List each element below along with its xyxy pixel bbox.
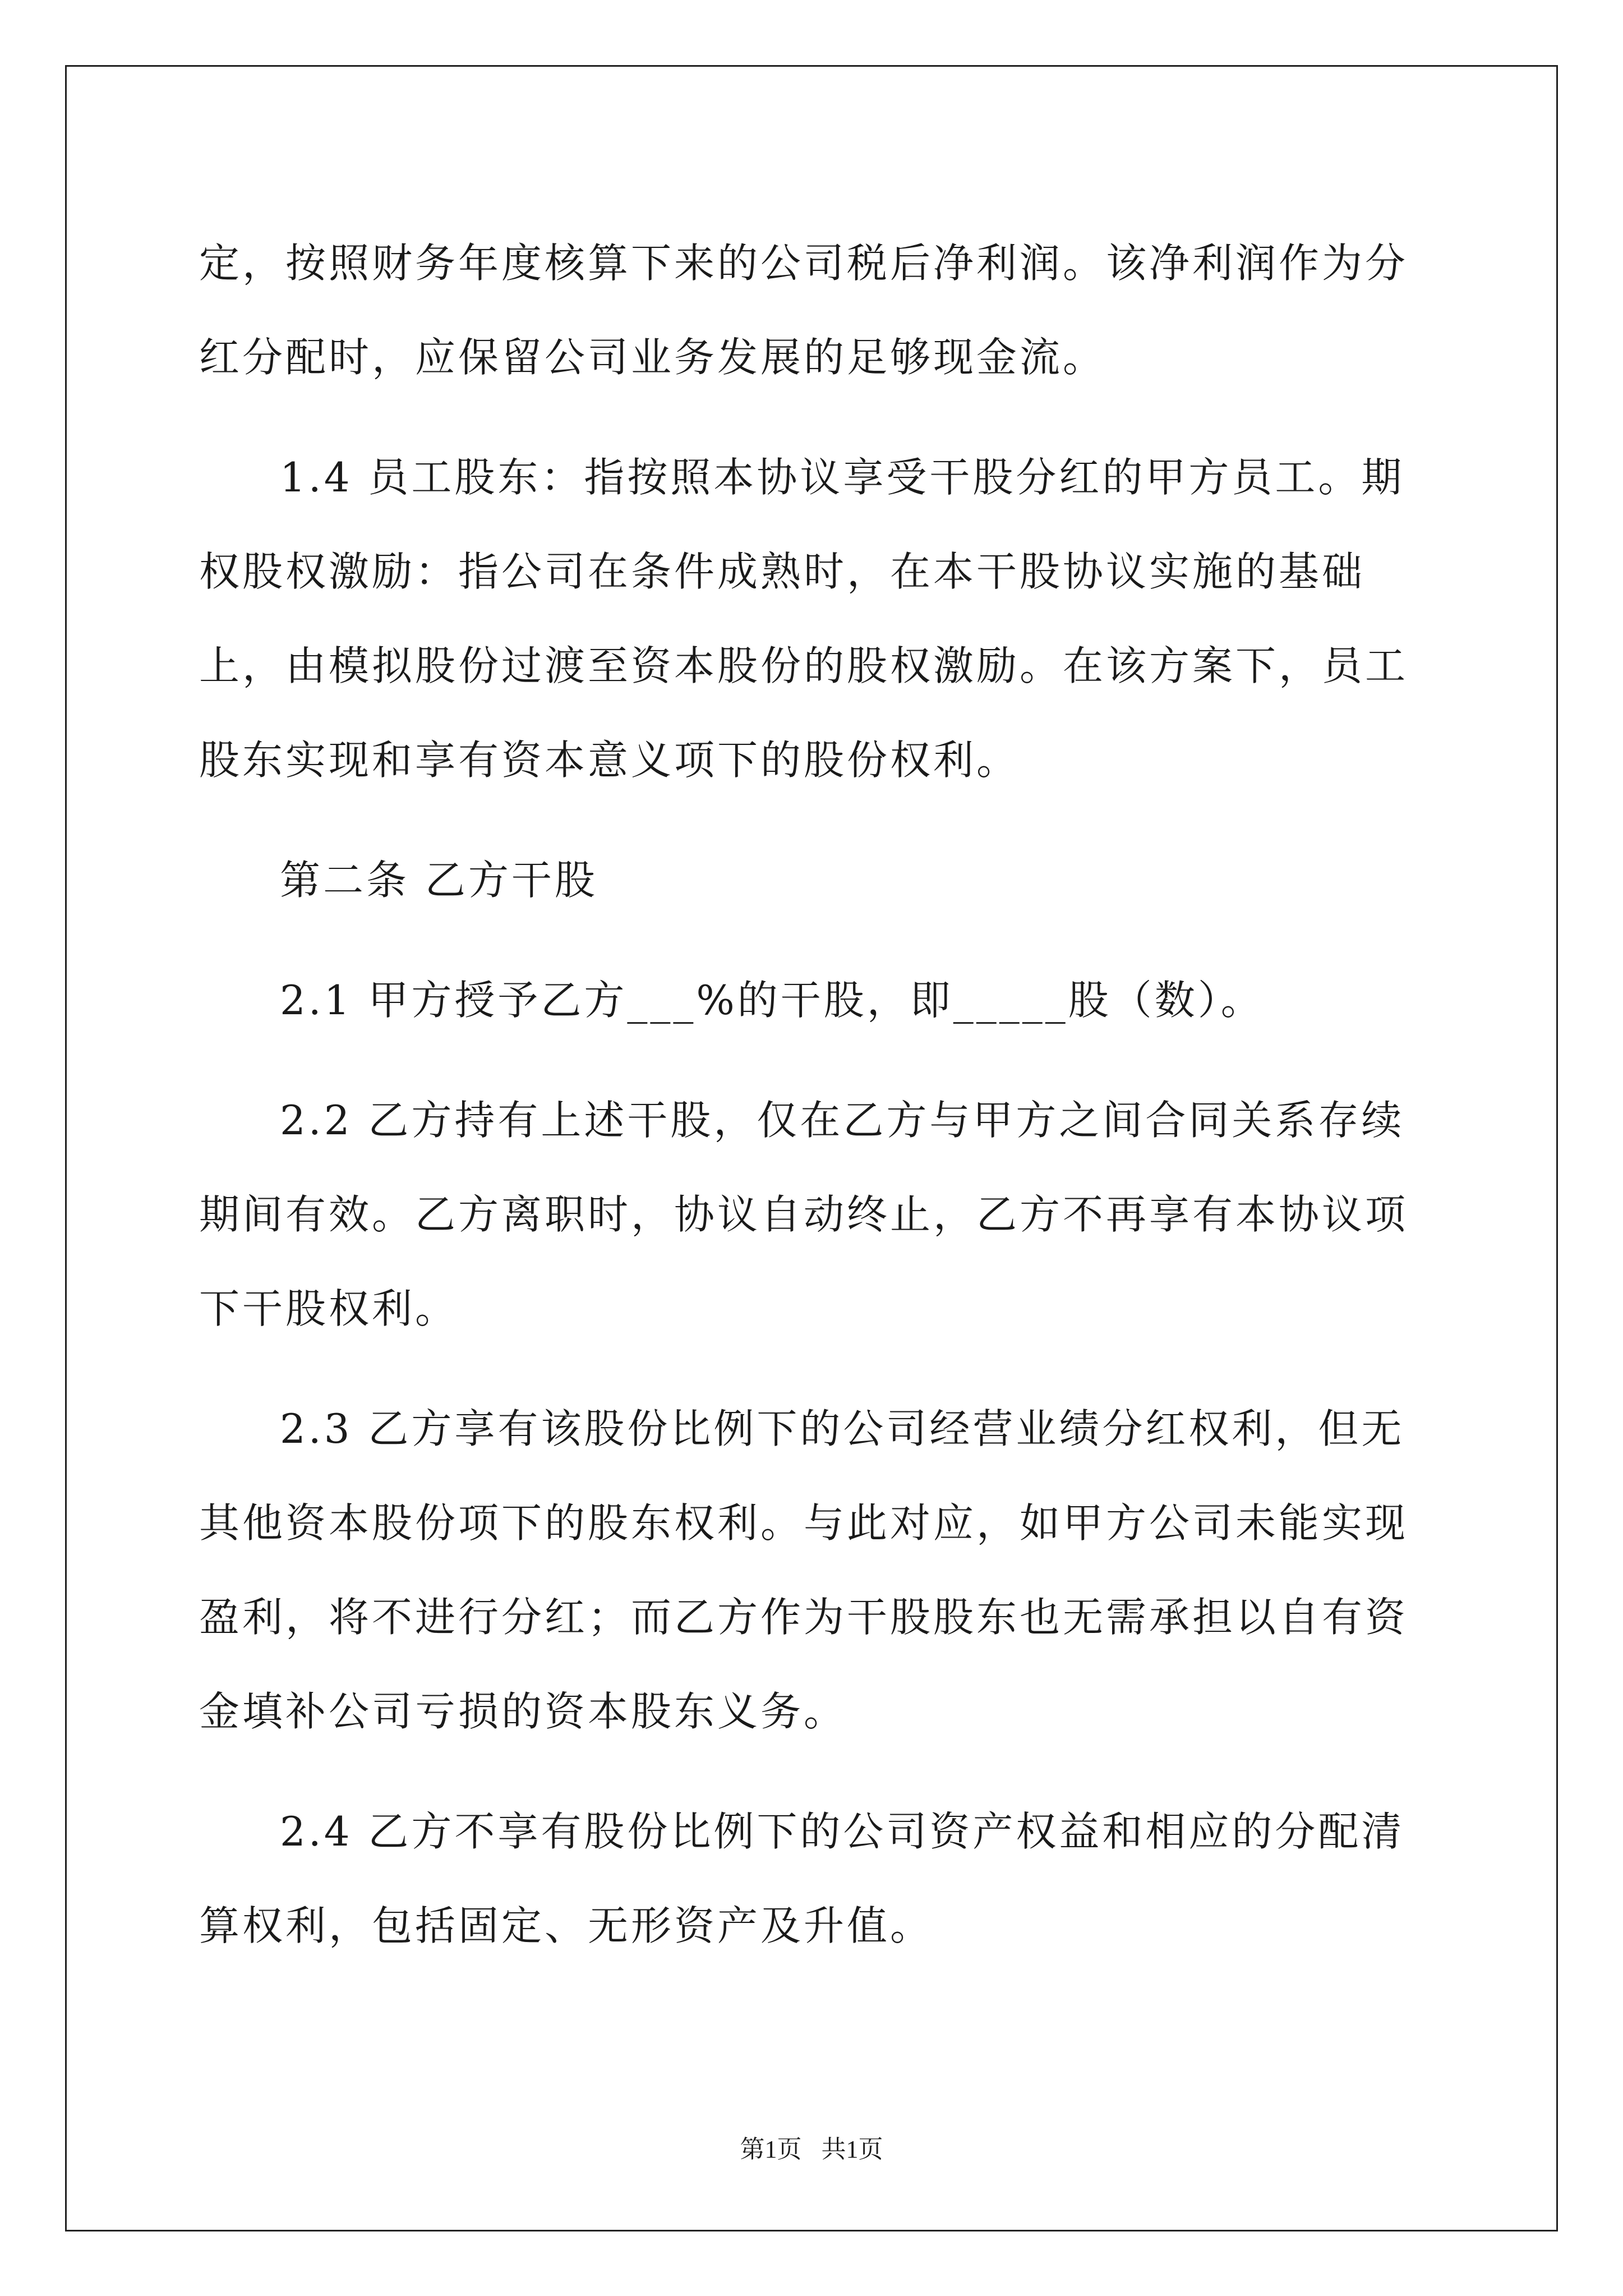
document-body bbox=[199, 216, 1433, 1999]
paragraph-2-2: 2.2 乙方持有上述干股，仅在乙方与甲方之间合同关系存续期间有效。乙方离职时，协议自动终止，乙方不再享有本协议项下干股权利。 bbox=[199, 1097, 1409, 1332]
paragraph-2-3: 2.3 乙方享有该股份比例下的公司经营业绩分红权利，但无其他资本股份项下的股东权利。与此对应，如甲方公司未能实现盈利，将不进行分红；而乙方作为干股股东也无需承担以自有资金填补公司亏损的资本股东义务。 bbox=[199, 1405, 1409, 1735]
page-total: 共1页 bbox=[821, 2136, 883, 2163]
section-heading-article-2: 第二条 乙方干股 bbox=[280, 857, 598, 904]
paragraph-2-1: 2.1 甲方授予乙方___%的干股，即_____股（数）。 bbox=[280, 977, 1264, 1024]
page-footer bbox=[0, 2129, 1623, 2165]
page-number: 第1页 bbox=[740, 2136, 802, 2163]
paragraph-1-4-employee-shareholder: 1.4 员工股东：指按照本协议享受干股分红的甲方员工。期权股权激励：指公司在条件成熟时，在本干股协议实施的基础上，由模拟股份过渡至资本股份的股权激励。在该方案下，员工股东实现和享有资本意义项下的股份权利。 bbox=[199, 454, 1409, 784]
paragraph-profit-definition: 定，按照财务年度核算下来的公司税后净利润。该净利润作为分红分配时，应保留公司业务发展的足够现金流。 bbox=[199, 240, 1409, 381]
paragraph-2-4: 2.4 乙方不享有股份比例下的公司资产权益和相应的分配清算权利，包括固定、无形资产及升值。 bbox=[199, 1808, 1405, 1949]
